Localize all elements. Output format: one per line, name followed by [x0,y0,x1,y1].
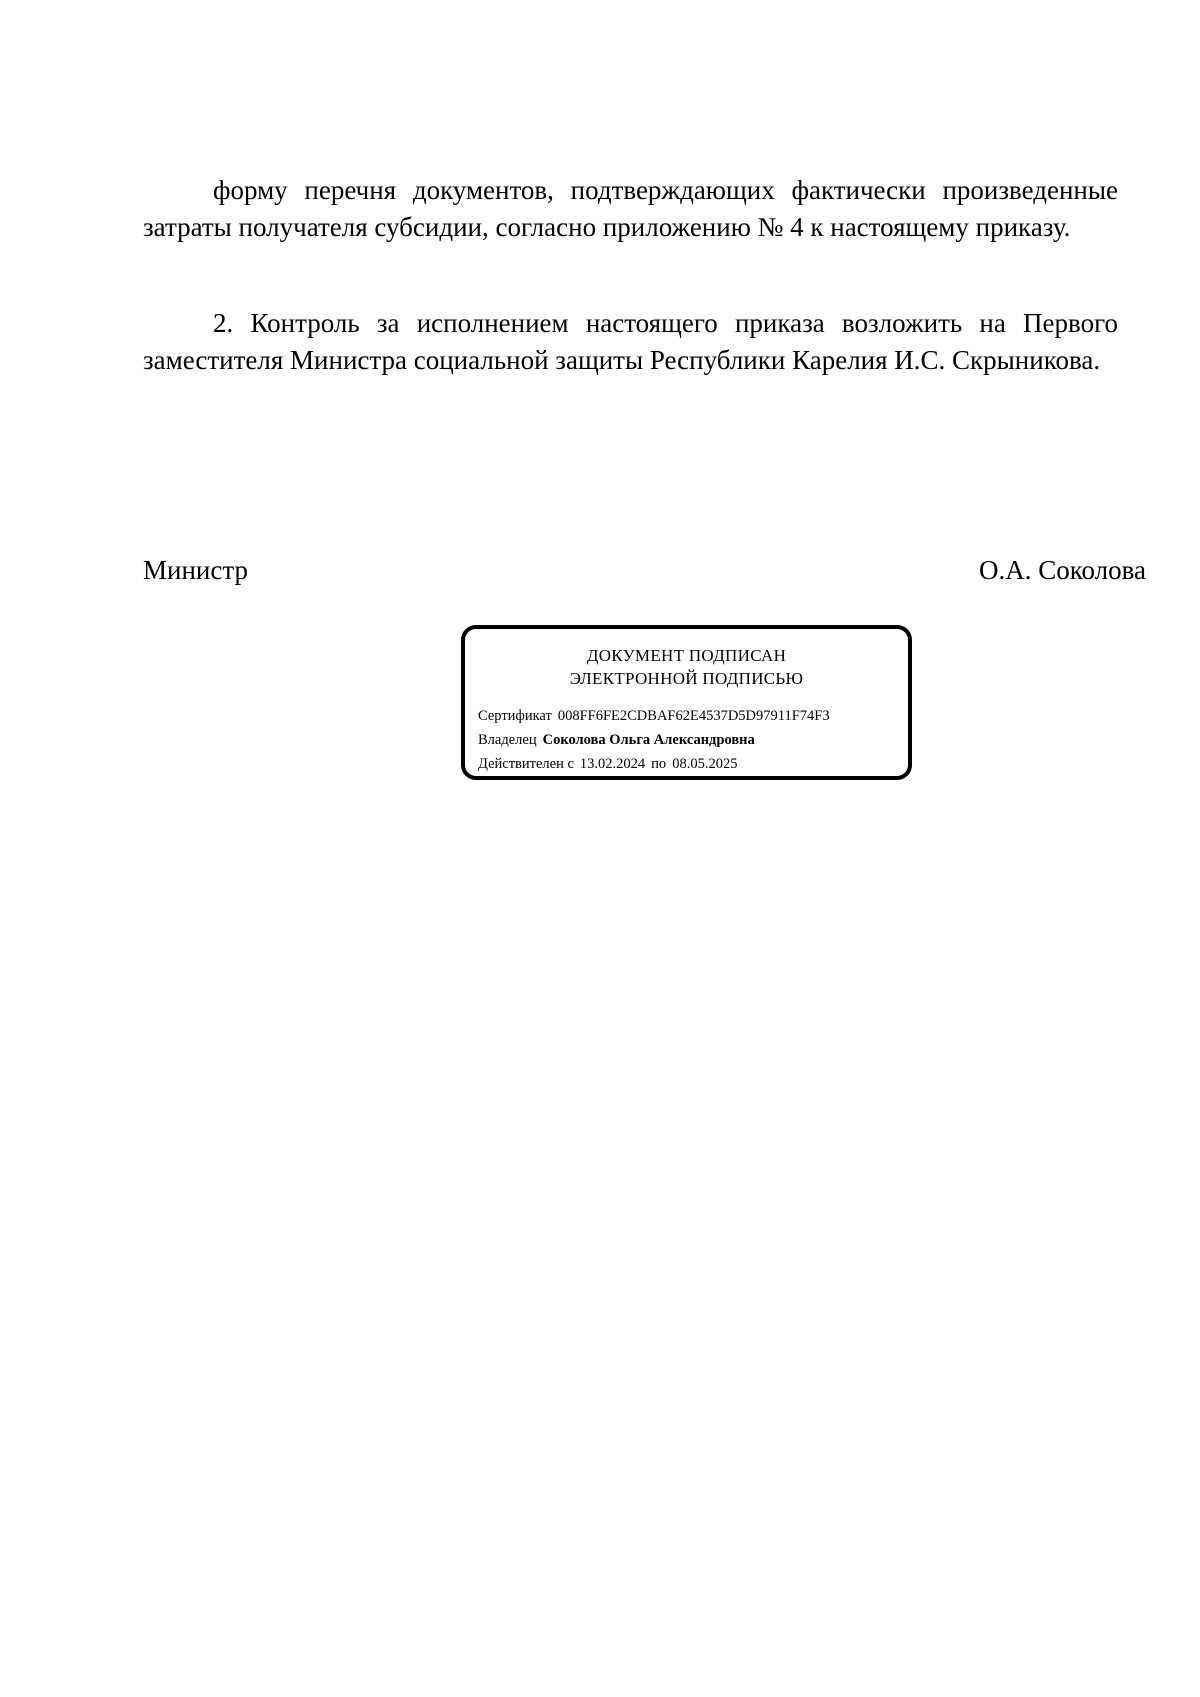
paragraph-control-assignment [143,305,1118,379]
valid-to-date: 08.05.2025 [672,756,738,772]
signatory-position: Министр [143,555,248,585]
validity-label: Действителен с [478,756,574,772]
owner-label: Владелец [478,732,537,748]
certificate-value: 008FF6FE2CDBAF62E4537D5D97911F74F3 [557,708,830,724]
signatory-name: О.А. Соколова [979,555,1146,585]
stamp-owner-row [478,731,755,750]
stamp-title-line-2: ЭЛЕКТРОННОЙ ПОДПИСЬЮ [569,669,804,688]
paragraph-1-text: форму перечня документов, подтверждающих фактически произведенные затраты получателя субсидии, согласно приложению № 4 к настоящему приказу. [143,175,1118,242]
paragraph-form-of-documents-list [143,172,1118,246]
stamp-title-line-1: ДОКУМЕНТ ПОДПИСАН [586,646,787,665]
signature-block [143,552,1146,592]
stamp-certificate-row [478,707,830,726]
paragraph-2-text: 2. Контроль за исполнением настоящего приказа возложить на Первого заместителя Министра социальной защиты Республики Карелия И.С. Скрыникова. [143,308,1118,375]
validity-to-label: по [651,756,667,772]
valid-from-date: 13.02.2024 [579,756,646,772]
owner-value: Соколова Ольга Александровна [542,732,755,748]
certificate-label: Сертификат [478,708,552,724]
stamp-validity-row [478,755,737,774]
electronic-signature-stamp [461,625,912,780]
